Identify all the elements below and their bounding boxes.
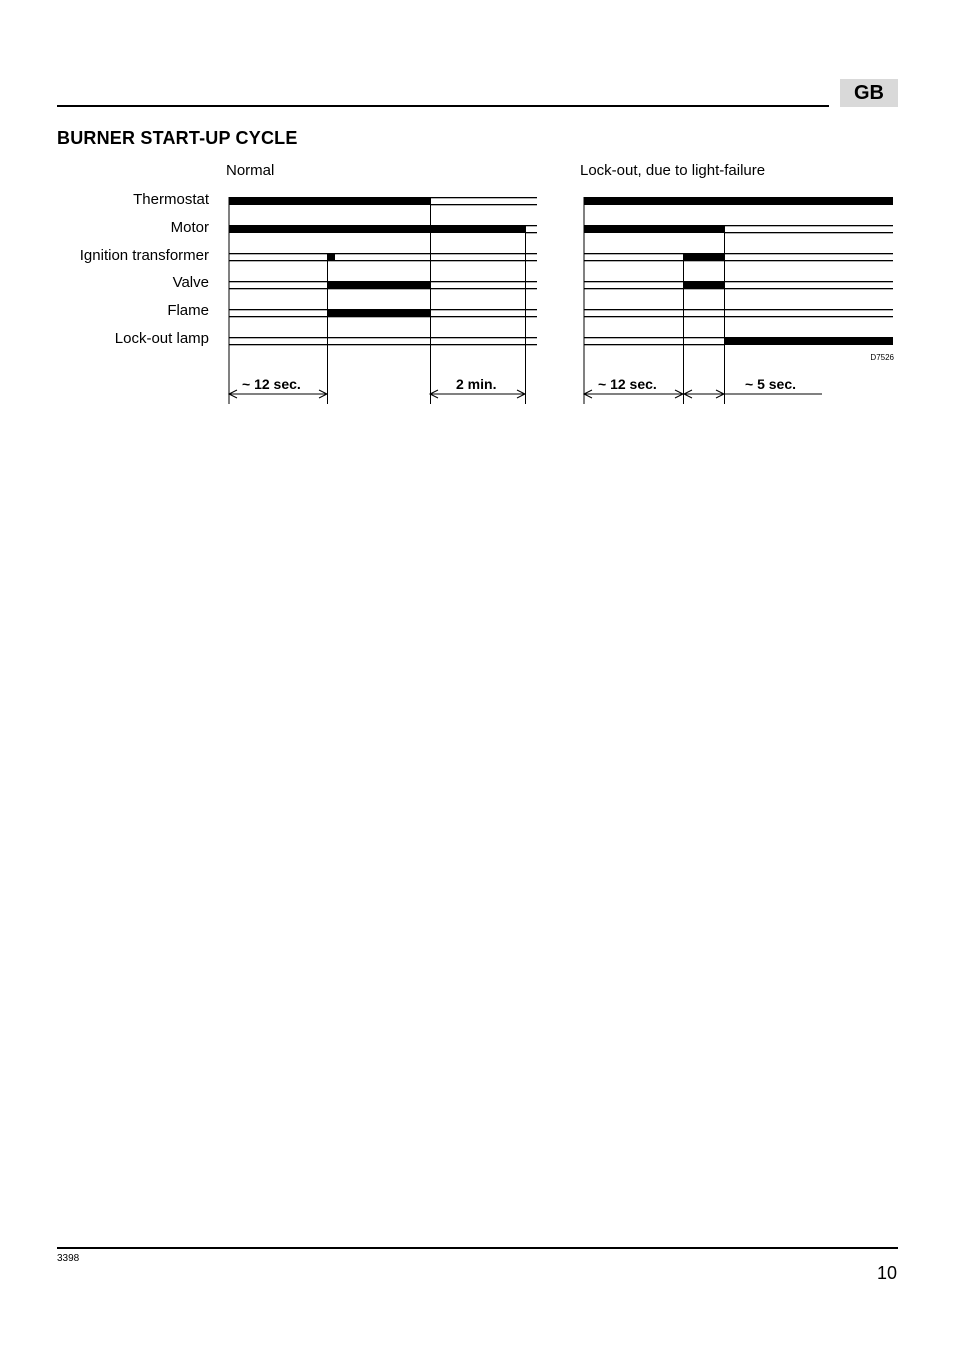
lockout-motor-off-lower: [724, 232, 893, 233]
normal-motor-on-bar: [229, 225, 525, 233]
language-badge: GB: [840, 79, 898, 107]
normal-thermostat-off-upper: [430, 197, 537, 198]
normal-duration-12s: ~ 12 sec.: [242, 376, 301, 392]
normal-ignition-pulse: [327, 253, 335, 261]
normal-ignition-upper: [229, 253, 537, 254]
lockout-flame-upper: [584, 309, 893, 310]
lockout-lamp-off-upper: [584, 337, 724, 338]
lockout-lamp-on-bar: [724, 337, 893, 345]
signal-label-motor: Motor: [170, 219, 209, 236]
normal-flame-on-bar: [327, 309, 430, 317]
normal-lockout-lower: [229, 344, 537, 345]
timing-diagrams: [0, 0, 954, 420]
normal-thermostat-off-lower: [430, 204, 537, 205]
section-title: BURNER START-UP CYCLE: [57, 128, 298, 148]
lockout-motor-off-upper: [724, 225, 893, 226]
lockout-motor-on-bar: [584, 225, 724, 233]
lockout-ignition-upper: [584, 253, 893, 254]
lockout-diagram-title: Lock-out, due to light-failure: [580, 162, 766, 179]
normal-lockout-upper: [229, 337, 537, 338]
bottom-rule: [57, 1247, 898, 1249]
normal-valve-on-bar: [327, 281, 430, 289]
lockout-ignition-on-bar: [684, 253, 724, 261]
lockout-ignition-lower: [584, 260, 893, 261]
signal-label-flame: Flame: [167, 302, 209, 319]
normal-motor-off-upper: [525, 225, 537, 226]
lockout-lamp-off-lower: [584, 344, 724, 345]
normal-duration-2min: 2 min.: [456, 376, 497, 392]
lockout-flame-lower: [584, 316, 893, 317]
normal-ignition-lower: [229, 260, 537, 261]
signal-label-valve: Valve: [172, 274, 209, 291]
normal-diagram-title: Normal: [226, 162, 275, 179]
lockout-duration-12s: ~ 12 sec.: [598, 376, 657, 392]
lockout-valve-lower: [584, 288, 893, 289]
signal-label-lockout-lamp: Lock-out lamp: [114, 330, 209, 347]
document-code: 3398: [57, 1253, 80, 1264]
page-number: 10: [876, 1263, 897, 1283]
drawing-code: D7526: [870, 353, 894, 362]
signal-label-thermostat: Thermostat: [133, 191, 209, 208]
lockout-thermostat-on-bar: [584, 197, 893, 205]
lockout-valve-on-bar: [684, 281, 724, 289]
signal-label-ignition-transformer: Ignition transformer: [79, 247, 209, 264]
lockout-valve-upper: [584, 281, 893, 282]
lockout-diagram: [584, 197, 893, 345]
normal-diagram: [229, 197, 537, 345]
normal-motor-off-lower: [525, 232, 537, 233]
normal-thermostat-on-bar: [229, 197, 430, 205]
lockout-duration-5s: ~ 5 sec.: [745, 376, 796, 392]
